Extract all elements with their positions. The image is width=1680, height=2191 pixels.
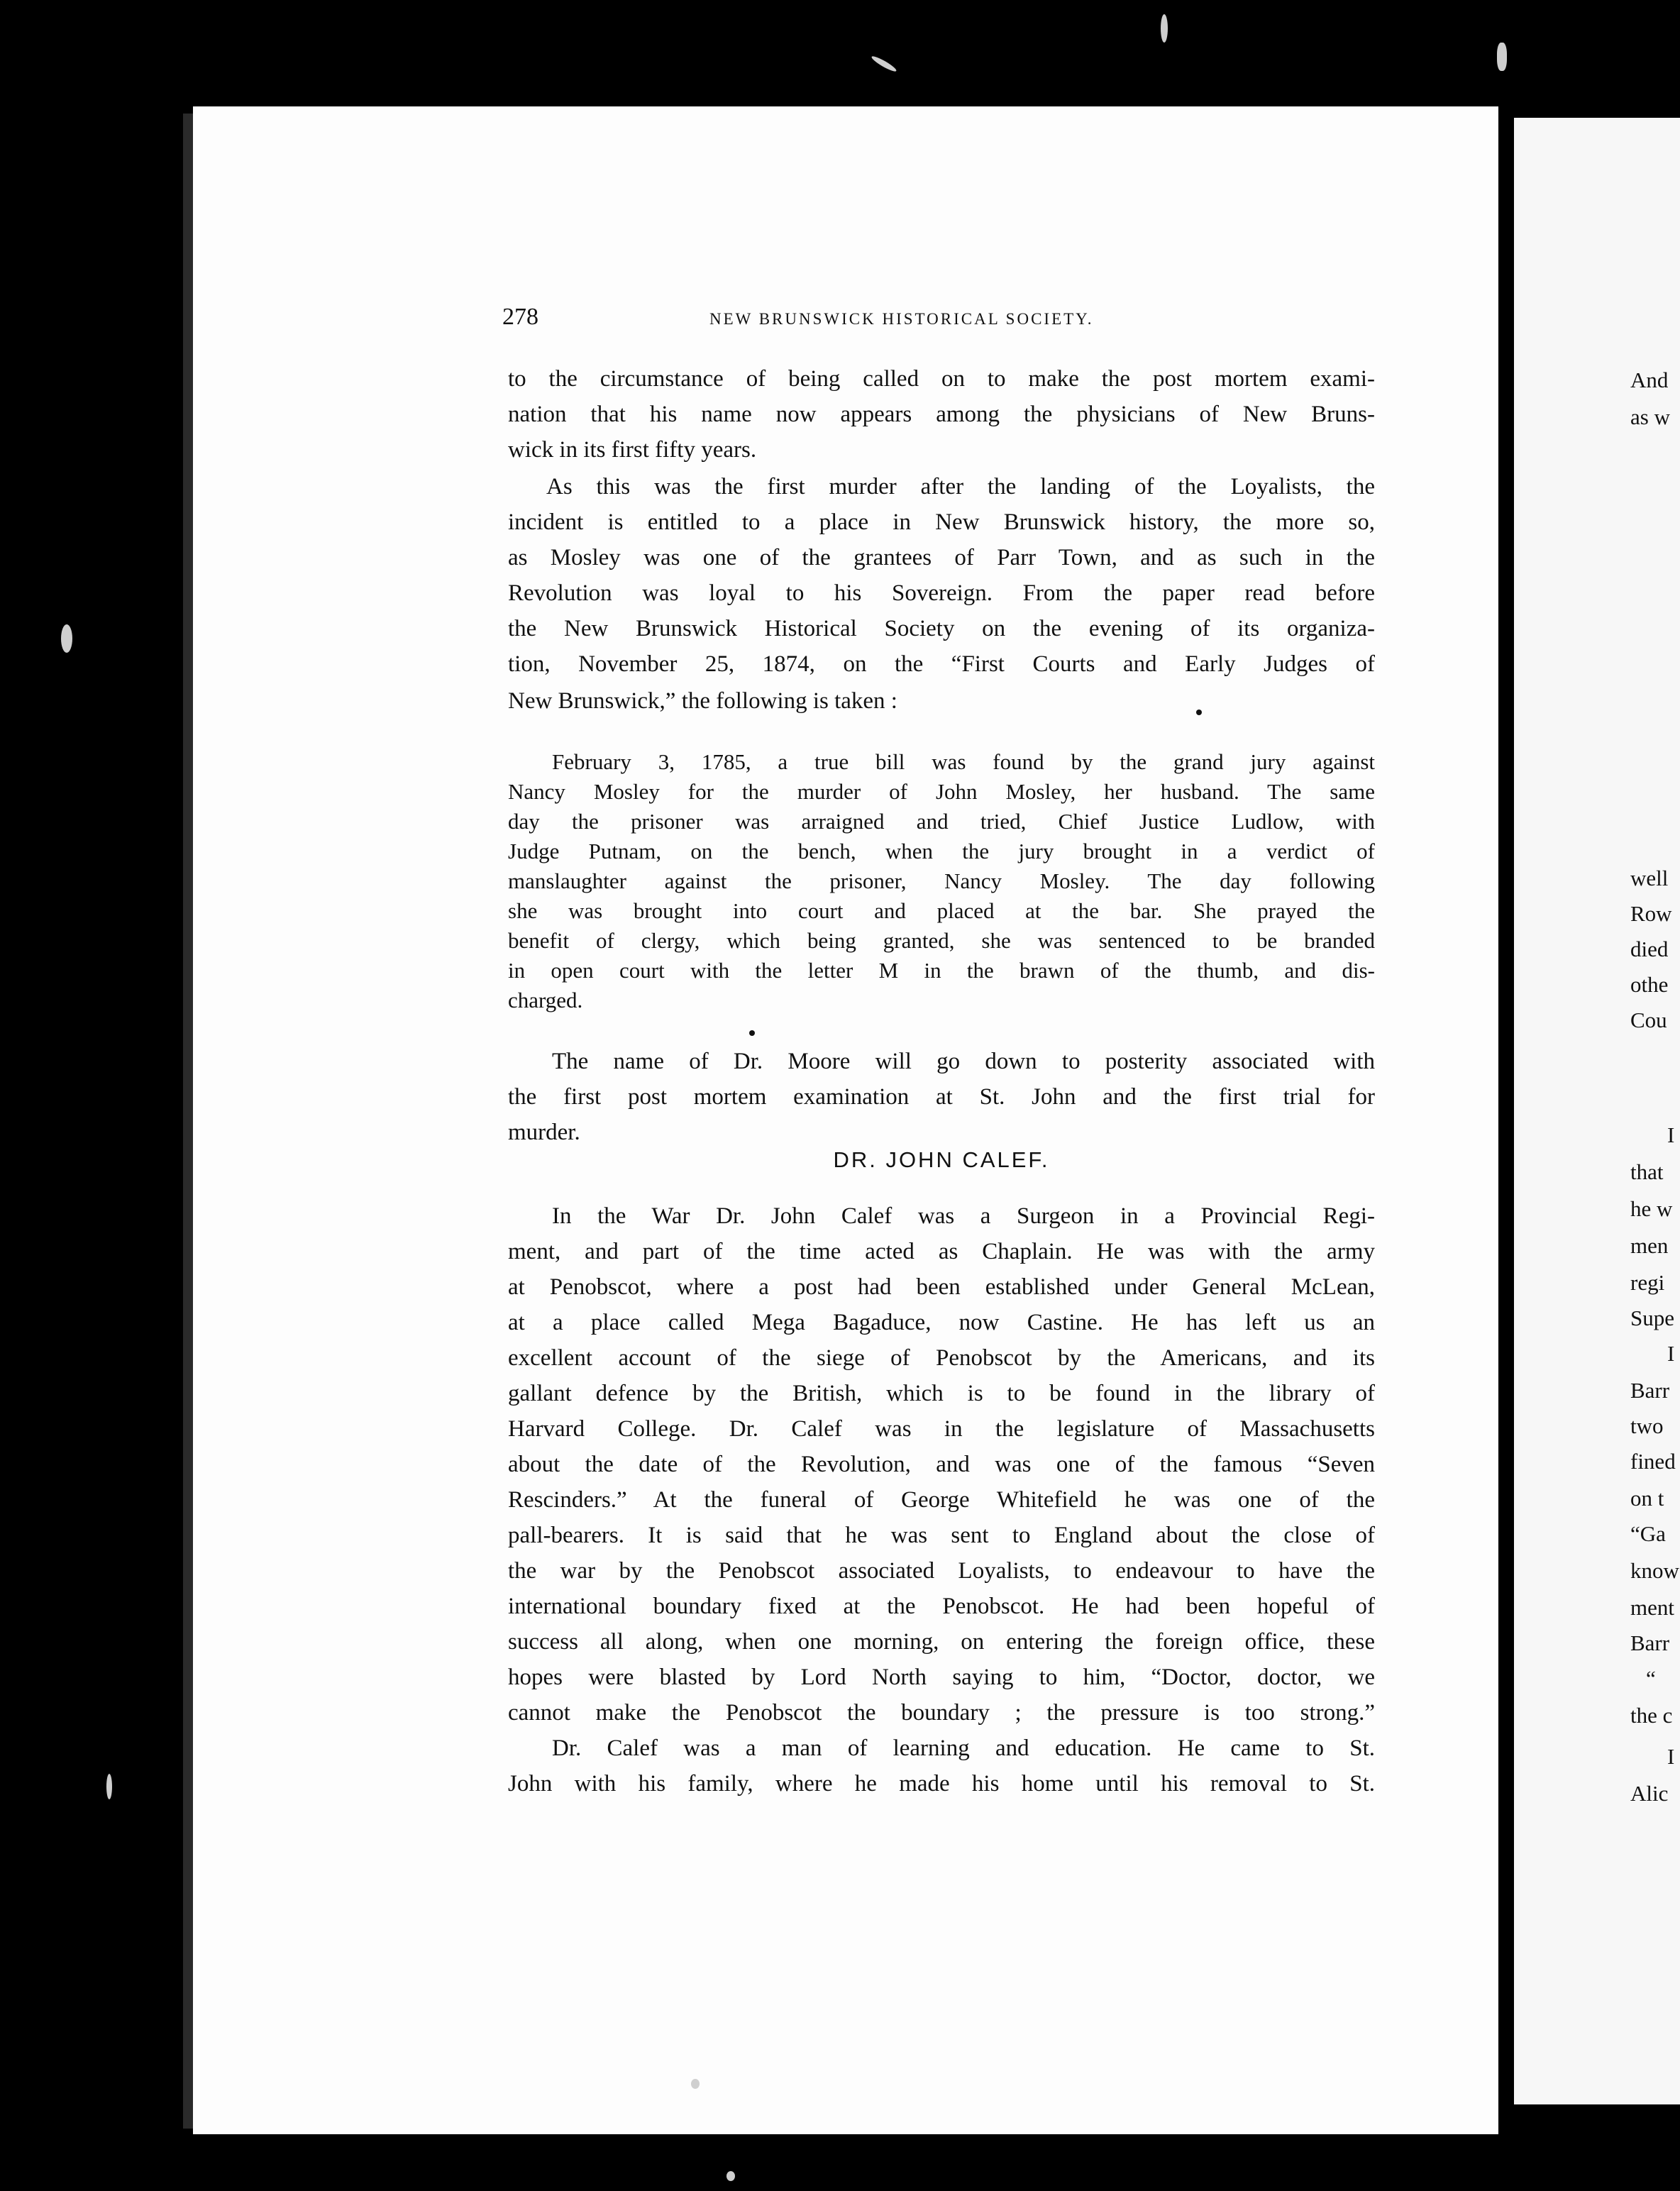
quote-line: Judge Putnam, on the bench, when the jury brought in a verdict of	[508, 839, 1375, 863]
facing-page-fragment: ment	[1630, 1595, 1674, 1620]
text-line: As this was the first murder after the landing of the Loyalists, the	[546, 474, 1375, 500]
scan-speck	[1497, 43, 1507, 71]
text-line: excellent account of the siege of Penobscot by the Americans, and its	[508, 1345, 1375, 1371]
facing-page-fragment: regi	[1630, 1270, 1665, 1295]
quote-line: she was brought into court and placed at the bar. She prayed the	[508, 898, 1375, 923]
quote-line: benefit of clergy, which being granted, she was sentenced to be branded	[508, 928, 1375, 953]
quote-line: charged.	[508, 988, 583, 1012]
text-line: wick in its first fifty years.	[508, 437, 757, 463]
text-line: Revolution was loyal to his Sovereign. From the paper read before	[508, 580, 1375, 606]
text-line: about the date of the Revolution, and was one of the famous “Seven	[508, 1452, 1375, 1477]
text-line: hopes were blasted by Lord North saying to him, “Doctor, doctor, we	[508, 1665, 1375, 1690]
facing-page-fragment: Cou	[1630, 1008, 1667, 1032]
text-line: nation that his name now appears among the physicians of New Bruns-	[508, 402, 1375, 427]
facing-page-fragment: Supe	[1630, 1306, 1674, 1330]
text-line: cannot make the Penobscot the boundary ; the pressure is too strong.”	[508, 1700, 1375, 1726]
text-line: gallant defence by the British, which is to be found in the library of	[508, 1381, 1375, 1406]
facing-page-fragment: know	[1630, 1558, 1679, 1583]
facing-page-fragment: well	[1630, 866, 1669, 890]
facing-page-fragment: othe	[1630, 972, 1669, 997]
text-line: success all along, when one morning, on entering the foreign office, these	[508, 1629, 1375, 1655]
scan-speck	[106, 1774, 112, 1799]
facing-page-fragment: And	[1630, 368, 1669, 392]
quote-line: manslaughter against the prisoner, Nancy Mosley. The day following	[508, 868, 1375, 893]
scan-speck	[691, 2079, 700, 2089]
facing-page-fragment: I	[1667, 1122, 1675, 1147]
scan-speck	[1161, 14, 1168, 43]
quote-line: February 3, 1785, a true bill was found by the grand jury against	[552, 749, 1375, 774]
scan-speck	[726, 2171, 735, 2181]
page-number: 278	[502, 304, 538, 330]
text-line: the New Brunswick Historical Society on the evening of its organiza-	[508, 616, 1375, 641]
running-head: NEW BRUNSWICK HISTORICAL SOCIETY.	[709, 310, 1094, 328]
text-line: ment, and part of the time acted as Chaplain. He was with the army	[508, 1239, 1375, 1264]
facing-page-fragment: he w	[1630, 1196, 1673, 1221]
text-line: the war by the Penobscot associated Loyalists, to endeavour to have the	[508, 1558, 1375, 1584]
facing-page-fragment: Alic	[1630, 1781, 1669, 1806]
text-line: New Brunswick,” the following is taken :	[508, 688, 897, 714]
text-line: John with his family, where he made his home until his removal to St.	[508, 1771, 1375, 1797]
quote-line: in open court with the letter M in the brawn of the thumb, and dis-	[508, 958, 1375, 983]
text-line: at a place called Mega Bagaduce, now Castine. He has left us an	[508, 1310, 1375, 1335]
facing-page-fragment: “Ga	[1630, 1521, 1666, 1546]
facing-page-fragment: fined	[1630, 1449, 1676, 1474]
text-line: In the War Dr. John Calef was a Surgeon in a Provincial Regi-	[552, 1203, 1375, 1229]
facing-page-fragment: “	[1646, 1666, 1656, 1691]
text-line: to the circumstance of being called on to make the post mortem exami-	[508, 366, 1375, 392]
text-line: murder.	[508, 1120, 580, 1145]
text-line: The name of Dr. Moore will go down to posterity associated with	[552, 1049, 1375, 1074]
facing-page-fragment: two	[1630, 1413, 1664, 1438]
facing-page-fragment: as w	[1630, 404, 1670, 429]
stray-mark	[749, 1030, 755, 1036]
text-line: Harvard College. Dr. Calef was in the legislature of Massachusetts	[508, 1416, 1375, 1442]
facing-page-fragment: I	[1667, 1341, 1675, 1366]
text-line: incident is entitled to a place in New Brunswick history, the more so,	[508, 509, 1375, 535]
text-line: at Penobscot, where a post had been established under General McLean,	[508, 1274, 1375, 1300]
text-line: international boundary fixed at the Penobscot. He had been hopeful of	[508, 1594, 1375, 1619]
facing-page-fragment: Row	[1630, 901, 1672, 926]
facing-page-fragment: that	[1630, 1159, 1664, 1184]
facing-page-fragment: Barr	[1630, 1378, 1670, 1403]
section-heading: DR. JOHN CALEF.	[833, 1147, 1050, 1172]
quote-line: day the prisoner was arraigned and tried, Chief Justice Ludlow, with	[508, 809, 1375, 834]
facing-page-fragment: men	[1630, 1233, 1669, 1258]
scan-speck	[61, 624, 72, 653]
facing-page-fragment: Barr	[1630, 1630, 1670, 1655]
stray-mark	[1196, 710, 1202, 715]
text-line: Rescinders.” At the funeral of George Whitefield he was one of the	[508, 1487, 1375, 1513]
facing-page-fragment: I	[1667, 1744, 1675, 1769]
quote-line: Nancy Mosley for the murder of John Mosley, her husband. The same	[508, 779, 1375, 804]
text-line: as Mosley was one of the grantees of Parr Town, and as such in the	[508, 545, 1375, 570]
text-line: tion, November 25, 1874, on the “First Courts and Early Judges of	[508, 651, 1375, 677]
facing-page-fragment: died	[1630, 937, 1669, 961]
scan-speck	[871, 55, 898, 74]
facing-page-fragment: on t	[1630, 1486, 1664, 1511]
text-line: Dr. Calef was a man of learning and education. He came to St.	[552, 1735, 1375, 1761]
facing-page-fragment: the c	[1630, 1703, 1673, 1728]
page-header	[502, 305, 1381, 333]
text-line: the first post mortem examination at St. John and the first trial for	[508, 1084, 1375, 1110]
text-line: pall-bearers. It is said that he was sent to England about the close of	[508, 1523, 1375, 1548]
